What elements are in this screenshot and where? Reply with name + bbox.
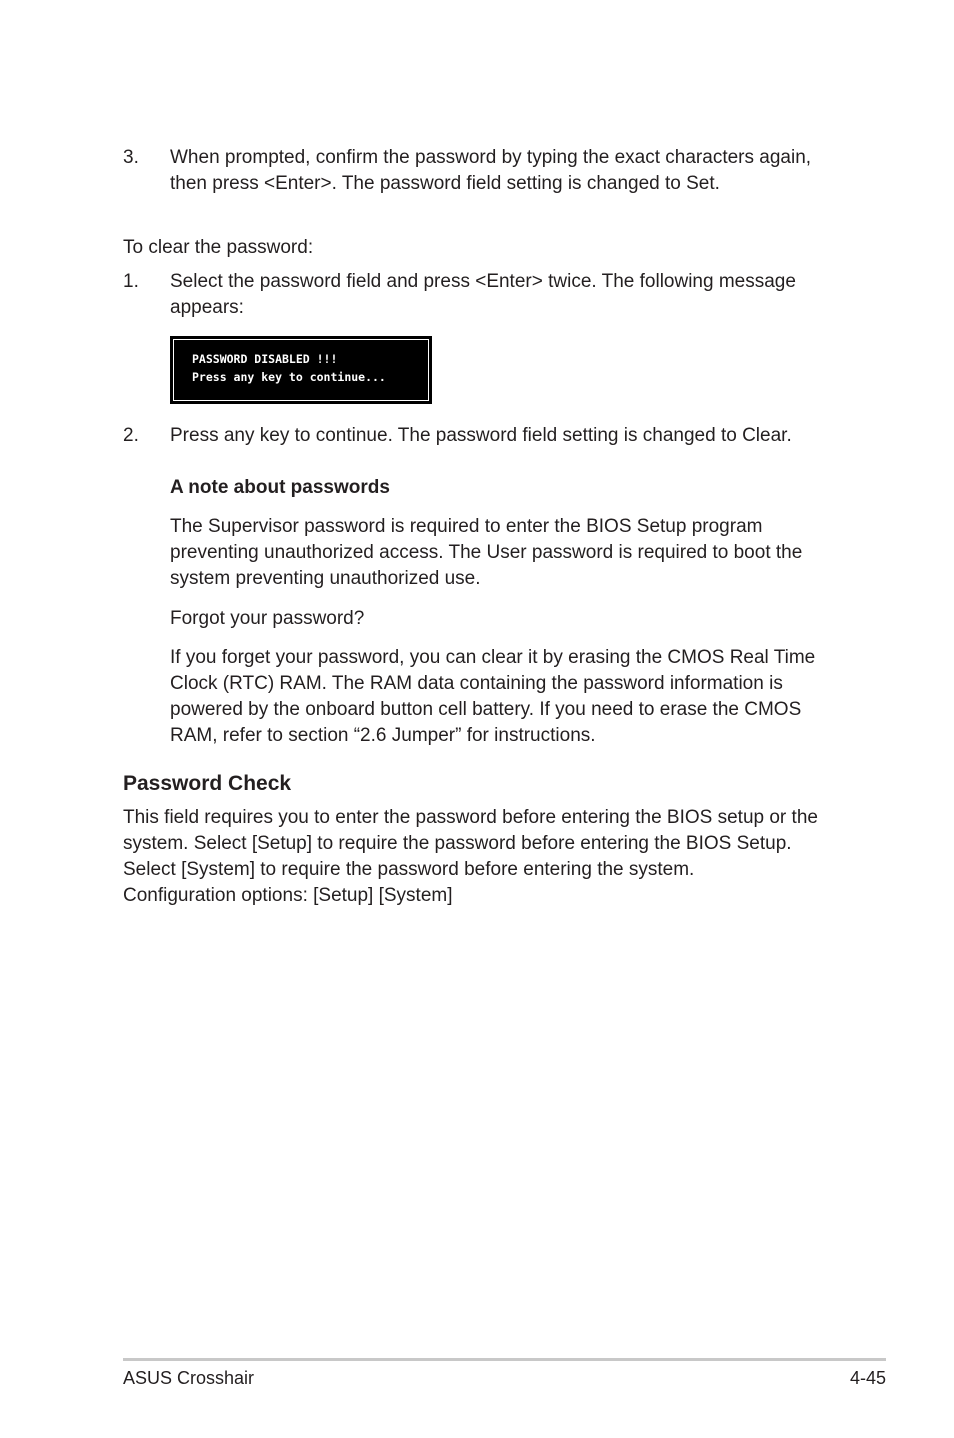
footer-divider — [123, 1358, 886, 1361]
note-para1-line-3: system preventing unauthorized use. — [170, 568, 481, 589]
password-check-line-3: Select [System] to require the password before entering the system. — [123, 859, 695, 880]
step-3-line-1: When prompted, confirm the password by typing the exact characters again, — [170, 147, 812, 168]
footer-page-number: 4-45 — [849, 1368, 886, 1388]
step-3-line-2: then press <Enter>. The password field setting is changed to Set. — [170, 173, 720, 194]
message-box-border — [173, 339, 429, 401]
note-para1-line-1: The Supervisor password is required to enter the BIOS Setup program — [170, 516, 763, 537]
password-disabled-message-box — [170, 336, 432, 404]
step-1-number: 1. — [123, 271, 139, 292]
step-2-number: 2. — [123, 425, 139, 446]
note-para3-line-1: If you forget your password, you can clear it by erasing the CMOS Real Time — [170, 647, 816, 668]
password-check-line-2: system. Select [Setup] to require the password before entering the BIOS Setup. — [123, 833, 792, 854]
footer-product-name: ASUS Crosshair — [123, 1368, 255, 1388]
note-para3-line-2: Clock (RTC) RAM. The RAM data containing the password information is — [170, 673, 783, 694]
note-para3-line-4: RAM, refer to section “2.6 Jumper” for instructions. — [170, 725, 596, 746]
step-1-line-2: appears: — [170, 297, 244, 318]
password-check-line-4: Configuration options: [Setup] [System] — [123, 885, 453, 906]
step-1-line-1: Select the password field and press <Enter> twice. The following message — [170, 271, 796, 292]
note-para3-line-3: powered by the onboard button cell battery. If you need to erase the CMOS — [170, 699, 802, 720]
message-line-1: PASSWORD DISABLED !!! — [192, 352, 338, 366]
note-para2: Forgot your password? — [170, 608, 365, 629]
note-para1-line-2: preventing unauthorized access. The User password is required to boot the — [170, 542, 803, 563]
clear-password-intro: To clear the password: — [123, 237, 314, 258]
message-line-2: Press any key to continue... — [192, 370, 386, 384]
password-check-heading: Password Check — [123, 772, 292, 795]
step-2-text: Press any key to continue. The password field setting is changed to Clear. — [170, 425, 792, 446]
password-check-line-1: This field requires you to enter the password before entering the BIOS setup or the — [123, 807, 818, 828]
note-title: A note about passwords — [170, 477, 390, 498]
step-3-number: 3. — [123, 147, 139, 168]
